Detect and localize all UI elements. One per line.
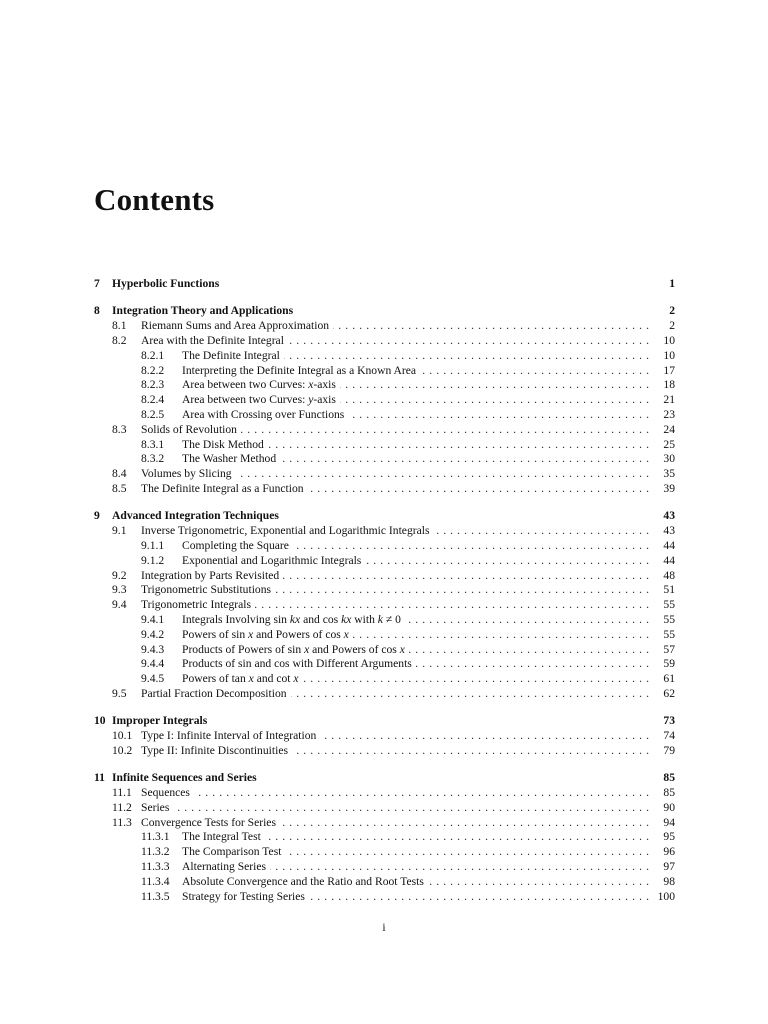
chapter-title: Integration Theory and Applications — [112, 304, 297, 319]
section-number: 8.2.3 — [141, 378, 165, 392]
section-page-number: 90 — [663, 800, 675, 814]
section-page-number: 10 — [663, 348, 675, 362]
toc-subsection-entry[interactable] — [94, 830, 675, 845]
toc-subsection-entry[interactable] — [94, 554, 675, 569]
section-page-number: 2 — [669, 319, 675, 333]
dot-leader — [236, 467, 649, 482]
dot-leader — [340, 378, 649, 393]
section-title: Products of Powers of sin x and Powers of cos x — [182, 643, 409, 658]
section-title: Inverse Trigonometric, Exponential and Logarithmic Integrals — [141, 524, 434, 539]
chapter-title: Improper Integrals — [112, 714, 211, 729]
section-title: Alternating Series — [182, 860, 270, 875]
toc-chapter-entry[interactable] — [94, 304, 675, 319]
section-title: Volumes by Slicing — [141, 467, 236, 482]
dot-leader — [173, 801, 649, 816]
dot-leader — [405, 613, 649, 628]
chapter-page-number: 2 — [669, 304, 675, 318]
section-page-number: 55 — [663, 612, 675, 626]
dot-leader — [348, 408, 649, 423]
section-page-number: 96 — [663, 845, 675, 859]
section-page-number: 62 — [663, 686, 675, 700]
section-number: 9.4.3 — [141, 642, 165, 656]
toc-subsection-entry[interactable] — [94, 613, 675, 628]
dot-leader — [275, 583, 649, 598]
chapter-number: 7 — [94, 277, 100, 290]
section-title: Series — [141, 801, 173, 816]
section-number: 8.3 — [112, 422, 127, 436]
dot-leader — [291, 687, 649, 702]
toc-section-entry[interactable] — [94, 569, 675, 584]
toc-section-entry[interactable] — [94, 687, 675, 702]
section-number: 11.3.5 — [141, 889, 170, 903]
dot-leader — [268, 438, 649, 453]
section-number: 8.4 — [112, 467, 127, 481]
section-page-number: 44 — [663, 538, 675, 552]
section-title: The Integral Test — [182, 830, 265, 845]
section-number: 8.5 — [112, 481, 127, 495]
dot-leader — [293, 539, 649, 554]
section-page-number: 55 — [663, 598, 675, 612]
section-number: 9.1.1 — [141, 538, 165, 552]
toc-section-entry[interactable] — [94, 524, 675, 539]
section-title: Absolute Convergence and the Ratio and Root Tests — [182, 875, 428, 890]
dot-leader — [284, 349, 649, 364]
section-title: Convergence Tests for Series — [141, 816, 280, 831]
section-number: 9.4.5 — [141, 672, 165, 686]
dot-leader — [333, 319, 649, 334]
section-page-number: 24 — [663, 422, 675, 436]
section-page-number: 51 — [663, 583, 675, 597]
section-page-number: 95 — [663, 830, 675, 844]
section-number: 9.4.1 — [141, 612, 165, 626]
section-number: 11.3.3 — [141, 860, 170, 874]
section-page-number: 35 — [663, 467, 675, 481]
section-page-number: 10 — [663, 333, 675, 347]
section-page-number: 55 — [663, 627, 675, 641]
section-title: Area between two Curves: x-axis — [182, 378, 340, 393]
section-page-number: 85 — [663, 786, 675, 800]
section-title: Completing the Square — [182, 539, 293, 554]
section-page-number: 98 — [663, 874, 675, 888]
toc-section-entry[interactable] — [94, 319, 675, 334]
toc-section-entry[interactable] — [94, 598, 675, 613]
toc-chapter — [94, 714, 675, 758]
toc-subsection-entry[interactable] — [94, 452, 675, 467]
section-number: 10.1 — [112, 729, 133, 743]
section-number: 8.2 — [112, 333, 127, 347]
section-title: Integrals Involving sin kx and cos kx with k ≠ 0 — [182, 613, 405, 628]
toc-subsection-entry[interactable] — [94, 349, 675, 364]
section-number: 11.3 — [112, 815, 132, 829]
table-of-contents — [94, 277, 675, 917]
toc-chapter — [94, 277, 675, 292]
section-page-number: 23 — [663, 407, 675, 421]
section-title: Area with the Definite Integral — [141, 334, 288, 349]
toc-subsection-entry[interactable] — [94, 438, 675, 453]
toc-chapter-entry[interactable] — [94, 277, 675, 292]
dot-leader — [420, 364, 649, 379]
chapter-page-number: 73 — [663, 714, 675, 728]
dot-leader — [428, 875, 649, 890]
section-title: Powers of sin x and Powers of cos x — [182, 628, 353, 643]
section-title: Integration by Parts Revisited — [141, 569, 283, 584]
section-number: 9.4.2 — [141, 627, 165, 641]
dot-leader — [320, 729, 649, 744]
section-title: Strategy for Testing Series — [182, 890, 309, 905]
section-title: Trigonometric Substitutions — [141, 583, 275, 598]
section-page-number: 18 — [663, 378, 675, 392]
section-title: The Definite Integral — [182, 349, 284, 364]
section-page-number: 61 — [663, 672, 675, 686]
toc-subsection-entry[interactable] — [94, 643, 675, 658]
toc-subsection-entry[interactable] — [94, 408, 675, 423]
section-page-number: 17 — [663, 363, 675, 377]
section-number: 9.1.2 — [141, 553, 165, 567]
toc-subsection-entry[interactable] — [94, 364, 675, 379]
chapter-page-number: 43 — [663, 509, 675, 523]
section-title: Area with Crossing over Functions — [182, 408, 348, 423]
toc-section-entry[interactable] — [94, 423, 675, 438]
dot-leader — [194, 786, 649, 801]
chapter-page-number: 85 — [663, 771, 675, 785]
toc-chapter — [94, 771, 675, 904]
toc-subsection-entry[interactable] — [94, 672, 675, 687]
chapter-number: 8 — [94, 304, 100, 318]
section-title: Riemann Sums and Area Approximation — [141, 319, 333, 334]
section-number: 9.3 — [112, 583, 127, 597]
toc-section-entry[interactable] — [94, 744, 675, 759]
toc-chapter — [94, 509, 675, 701]
dot-leader — [265, 830, 649, 845]
chapter-page-number: 1 — [669, 277, 675, 290]
section-page-number: 79 — [663, 743, 675, 757]
section-page-number: 57 — [663, 642, 675, 656]
toc-subsection-entry[interactable] — [94, 393, 675, 408]
chapter-number: 10 — [94, 714, 106, 728]
dot-leader — [241, 423, 649, 438]
dot-leader — [288, 334, 649, 349]
toc-section-entry[interactable] — [94, 801, 675, 816]
section-page-number: 59 — [663, 657, 675, 671]
section-title: Type I: Infinite Interval of Integration — [141, 729, 320, 744]
dot-leader — [255, 598, 649, 613]
chapter-title: Hyperbolic Functions — [112, 277, 223, 292]
section-number: 11.2 — [112, 800, 132, 814]
section-page-number: 21 — [663, 393, 675, 407]
section-number: 11.3.2 — [141, 845, 170, 859]
dot-leader — [283, 569, 649, 584]
section-title: Interpreting the Definite Integral as a Known Area — [182, 364, 420, 379]
section-title: Type II: Infinite Discontinuities — [141, 744, 292, 759]
section-number: 9.4 — [112, 598, 127, 612]
dot-leader — [280, 452, 649, 467]
toc-subsection-entry[interactable] — [94, 628, 675, 643]
chapter-number: 11 — [94, 771, 105, 785]
section-number: 11.3.4 — [141, 874, 170, 888]
section-title: The Comparison Test — [182, 845, 285, 860]
chapter-title: Infinite Sequences and Series — [112, 771, 261, 786]
toc-subsection-entry[interactable] — [94, 657, 675, 672]
section-number: 8.2.5 — [141, 407, 165, 421]
section-page-number: 74 — [663, 729, 675, 743]
toc-chapter-entry[interactable] — [94, 771, 675, 786]
toc-chapter-entry[interactable] — [94, 714, 675, 729]
section-title: Exponential and Logarithmic Integrals — [182, 554, 365, 569]
section-title: Partial Fraction Decomposition — [141, 687, 291, 702]
toc-subsection-entry[interactable] — [94, 860, 675, 875]
section-page-number: 44 — [663, 553, 675, 567]
section-page-number: 97 — [663, 860, 675, 874]
section-number: 8.2.4 — [141, 393, 165, 407]
section-number: 8.2.1 — [141, 348, 165, 362]
dot-leader — [303, 672, 649, 687]
section-number: 9.2 — [112, 568, 127, 582]
toc-section-entry[interactable] — [94, 583, 675, 598]
dot-leader — [434, 524, 650, 539]
dot-leader — [416, 657, 649, 672]
toc-subsection-entry[interactable] — [94, 845, 675, 860]
section-page-number: 25 — [663, 437, 675, 451]
section-title: Sequences — [141, 786, 194, 801]
dot-leader — [409, 643, 649, 658]
section-page-number: 39 — [663, 481, 675, 495]
section-title: Products of sin and cos with Different Arguments — [182, 657, 416, 672]
dot-leader — [365, 554, 649, 569]
section-number: 8.2.2 — [141, 363, 165, 377]
section-number: 11.1 — [112, 786, 132, 800]
toc-section-entry[interactable] — [94, 816, 675, 831]
section-number: 11.3.1 — [141, 830, 170, 844]
toc-subsection-entry[interactable] — [94, 378, 675, 393]
section-title: The Definite Integral as a Function — [141, 482, 308, 497]
page-title: Contents — [94, 182, 215, 217]
dot-leader — [285, 845, 649, 860]
toc-section-entry[interactable] — [94, 482, 675, 497]
dot-leader — [280, 816, 649, 831]
section-number: 10.2 — [112, 743, 133, 757]
section-number: 8.1 — [112, 319, 127, 333]
dot-leader — [353, 628, 649, 643]
dot-leader — [309, 890, 649, 905]
dot-leader — [308, 482, 649, 497]
toc-section-entry[interactable] — [94, 729, 675, 744]
page-number: i — [382, 921, 386, 934]
dot-leader — [292, 744, 649, 759]
section-number: 8.3.1 — [141, 437, 165, 451]
section-page-number: 94 — [663, 815, 675, 829]
section-page-number: 100 — [657, 889, 675, 903]
dot-leader — [340, 393, 649, 408]
section-title: Area between two Curves: y-axis — [182, 393, 340, 408]
section-page-number: 43 — [663, 524, 675, 538]
toc-subsection-entry[interactable] — [94, 539, 675, 554]
section-number: 8.3.2 — [141, 452, 165, 466]
toc-subsection-entry[interactable] — [94, 890, 675, 905]
section-number: 9.1 — [112, 524, 127, 538]
toc-section-entry[interactable] — [94, 467, 675, 482]
section-title: Solids of Revolution — [141, 423, 241, 438]
toc-section-entry[interactable] — [94, 334, 675, 349]
section-title: The Disk Method — [182, 438, 268, 453]
section-title: Trigonometric Integrals — [141, 598, 255, 613]
toc-chapter-entry[interactable] — [94, 509, 675, 524]
section-number: 9.4.4 — [141, 657, 165, 671]
toc-subsection-entry[interactable] — [94, 875, 675, 890]
toc-chapter — [94, 304, 675, 496]
chapter-number: 9 — [94, 509, 100, 523]
section-page-number: 48 — [663, 568, 675, 582]
section-number: 9.5 — [112, 686, 127, 700]
dot-leader — [270, 860, 649, 875]
section-title: The Washer Method — [182, 452, 280, 467]
chapter-title: Advanced Integration Techniques — [112, 509, 283, 524]
toc-section-entry[interactable] — [94, 786, 675, 801]
section-page-number: 30 — [663, 452, 675, 466]
section-title: Powers of tan x and cot x — [182, 672, 303, 687]
